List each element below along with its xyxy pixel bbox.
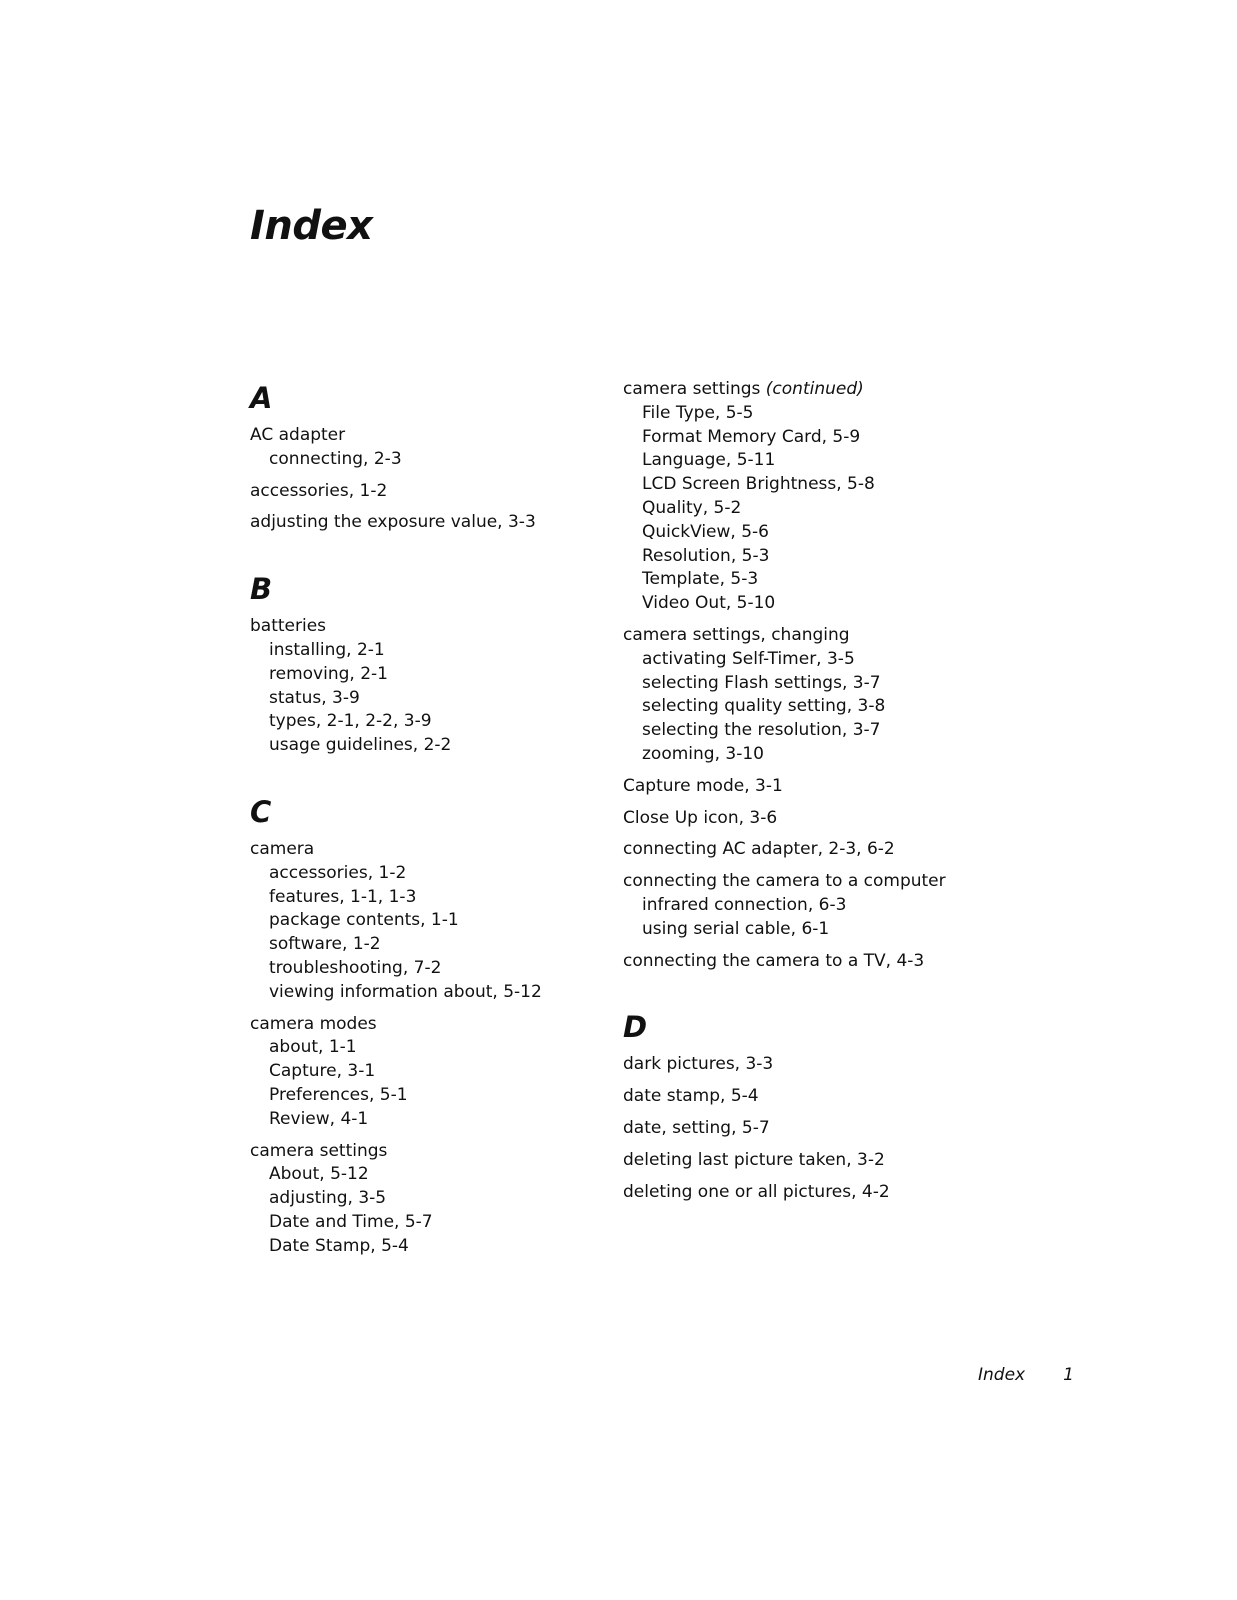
index-subterm: accessories, 1-2 — [269, 862, 407, 883]
index-subterm: activating Self-Timer, 3-5 — [642, 648, 855, 669]
index-term — [250, 511, 590, 535]
index-subterm: File Type, 5-5 — [642, 402, 754, 423]
index-subterm: using serial cable, 6-1 — [642, 918, 830, 939]
index-term — [623, 1181, 983, 1205]
index-entry — [250, 1140, 590, 1259]
index-column-left — [250, 378, 590, 1267]
index-term-text: camera settings — [250, 1140, 388, 1161]
index-subterm: infrared connection, 6-3 — [642, 894, 847, 915]
index-subterm: installing, 2-1 — [269, 639, 385, 660]
index-entry — [623, 950, 983, 974]
index-subterm: Template, 5-3 — [642, 569, 759, 590]
section-letter: D — [623, 1010, 648, 1045]
index-subterm: status, 3-9 — [269, 687, 360, 708]
index-subterm: Quality, 5-2 — [642, 497, 742, 518]
index-term-text: camera modes — [250, 1013, 377, 1034]
index-entry — [623, 775, 983, 799]
page-number: 1 — [1063, 1365, 1074, 1385]
index-subterm: connecting, 2-3 — [269, 448, 402, 469]
index-column-right — [623, 378, 983, 1212]
index-term-text: Capture mode, 3-1 — [623, 775, 783, 796]
section-letter: C — [250, 794, 272, 829]
index-subterm: about, 1-1 — [269, 1037, 357, 1058]
index-subterm: selecting quality setting, 3-8 — [642, 696, 886, 717]
index-term — [623, 378, 983, 402]
index-entry — [250, 1013, 590, 1132]
index-entry — [623, 1053, 983, 1077]
index-subterm: software, 1-2 — [269, 934, 381, 955]
section-letter: B — [250, 572, 273, 607]
index-entry — [250, 511, 590, 535]
index-subterm: viewing information about, 5-12 — [269, 981, 542, 1002]
index-subterm: troubleshooting, 7-2 — [269, 957, 442, 978]
index-term — [250, 480, 590, 504]
index-term-text: dark pictures, 3-3 — [623, 1054, 774, 1075]
index-term-text: connecting AC adapter, 2-3, 6-2 — [623, 839, 895, 860]
index-entry — [623, 1149, 983, 1173]
index-term-text: camera — [250, 838, 315, 859]
index-term — [623, 1149, 983, 1173]
index-subterm: Capture, 3-1 — [269, 1061, 376, 1082]
index-subterm: Format Memory Card, 5-9 — [642, 426, 861, 447]
index-term — [250, 424, 590, 448]
index-entry — [623, 1085, 983, 1109]
index-entry — [250, 615, 590, 758]
index-term-text: camera settings — [623, 379, 761, 399]
index-subterm: adjusting, 3-5 — [269, 1188, 387, 1209]
section-letter: A — [250, 381, 273, 415]
index-term-text: date stamp, 5-4 — [623, 1086, 759, 1107]
index-term-text: connecting the camera to a computer — [623, 871, 946, 892]
index-entry — [623, 870, 983, 941]
index-term — [623, 775, 983, 799]
index-section — [250, 792, 590, 1259]
index-term-text: AC adapter — [250, 425, 346, 445]
footer-label: Index — [978, 1365, 1026, 1385]
index-term — [623, 950, 983, 974]
index-term — [623, 1117, 983, 1141]
index-subterm: LCD Screen Brightness, 5-8 — [642, 474, 875, 495]
index-subterm: Resolution, 5-3 — [642, 545, 770, 566]
index-subterm: Date Stamp, 5-4 — [269, 1235, 409, 1256]
index-term-text: adjusting the exposure value, 3-3 — [250, 512, 536, 533]
page-title: Index — [250, 203, 373, 249]
index-term — [623, 1053, 983, 1077]
index-term-text: deleting last picture taken, 3-2 — [623, 1149, 885, 1170]
index-term — [250, 615, 590, 639]
index-term-text: connecting the camera to a TV, 4-3 — [623, 950, 925, 971]
index-subterm: Video Out, 5-10 — [642, 593, 776, 614]
index-term-text: date, setting, 5-7 — [623, 1117, 770, 1138]
index-section — [623, 378, 983, 973]
index-section — [623, 1007, 983, 1204]
index-term-text: Close Up icon, 3-6 — [623, 807, 778, 828]
page-footer — [978, 1363, 1074, 1387]
index-term-text: accessories, 1-2 — [250, 480, 388, 501]
index-subterm: usage guidelines, 2-2 — [269, 735, 452, 756]
index-entry — [623, 1117, 983, 1141]
continued-note: (continued) — [765, 379, 864, 399]
index-subterm: About, 5-12 — [269, 1164, 369, 1185]
index-term-text: deleting one or all pictures, 4-2 — [623, 1181, 890, 1202]
index-term-text: batteries — [250, 616, 327, 637]
index-subterm: selecting the resolution, 3-7 — [642, 720, 881, 741]
index-term — [623, 624, 983, 648]
index-term — [623, 838, 983, 862]
index-entry — [250, 838, 590, 1005]
index-entry — [623, 624, 983, 767]
index-section — [250, 378, 590, 535]
index-term — [623, 807, 983, 831]
index-entry — [623, 838, 983, 862]
index-subterm: Preferences, 5-1 — [269, 1084, 408, 1105]
index-term-text: camera settings, changing — [623, 624, 850, 645]
index-term — [250, 838, 590, 862]
index-subterm: zooming, 3-10 — [642, 743, 764, 764]
index-entry — [623, 807, 983, 831]
index-section — [250, 569, 590, 758]
index-subterm: QuickView, 5-6 — [642, 521, 769, 542]
index-term — [623, 870, 983, 894]
index-subterm: features, 1-1, 1-3 — [269, 886, 417, 907]
index-subterm: types, 2-1, 2-2, 3-9 — [269, 711, 432, 732]
index-subterm: removing, 2-1 — [269, 663, 388, 684]
index-term — [250, 1013, 590, 1037]
index-entry — [250, 424, 590, 472]
index-subterm: Language, 5-11 — [642, 450, 776, 471]
index-entry — [250, 480, 590, 504]
index-subterm: package contents, 1-1 — [269, 910, 459, 931]
index-subterm: Review, 4-1 — [269, 1108, 369, 1129]
index-entry — [623, 378, 983, 616]
index-term — [623, 1085, 983, 1109]
index-subterm: selecting Flash settings, 3-7 — [642, 672, 881, 693]
index-term — [250, 1140, 590, 1164]
index-entry — [623, 1181, 983, 1205]
index-subterm: Date and Time, 5-7 — [269, 1211, 433, 1232]
